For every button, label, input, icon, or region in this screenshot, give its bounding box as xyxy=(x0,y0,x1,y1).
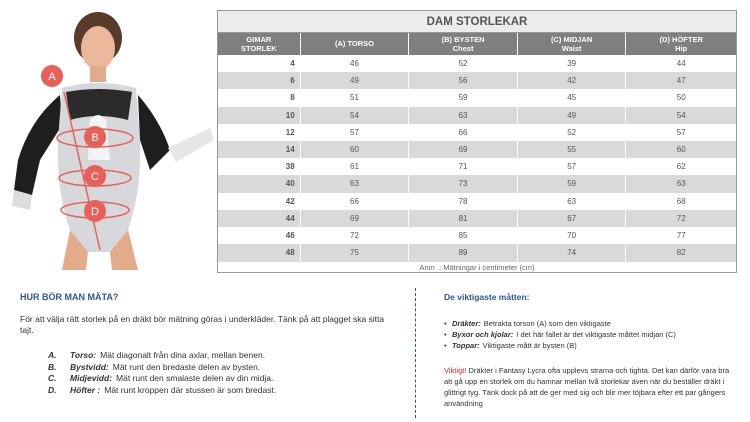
table-row xyxy=(218,124,736,141)
cell-hip: 47 xyxy=(676,76,686,86)
cell-waist: 49 xyxy=(518,107,627,124)
cell-torso: 49 xyxy=(301,72,410,89)
svg-text:B: B xyxy=(91,132,99,144)
table-row xyxy=(218,175,736,192)
table-header xyxy=(218,33,736,55)
cell-hip: 60 xyxy=(676,144,686,154)
cell-waist: 45 xyxy=(518,89,627,106)
cell-waist: 55 xyxy=(518,141,627,158)
header-waist: (C) MIDJAN Waist xyxy=(518,33,627,55)
cell-torso: 60 xyxy=(301,141,410,158)
svg-text:C: C xyxy=(91,171,99,183)
table-row xyxy=(218,193,736,210)
how-item-text: Mät runt den bredaste delen av bysten. xyxy=(112,361,261,372)
cell-bust: 81 xyxy=(409,210,518,227)
cell-hip: 62 xyxy=(676,162,686,172)
svg-text:A: A xyxy=(48,71,56,83)
cell-size: 44 xyxy=(218,210,301,227)
cell-waist: 39 xyxy=(518,55,627,72)
marker-b xyxy=(84,126,106,148)
cell-size: 6 xyxy=(218,72,301,89)
table-title: DAM STORLEKAR xyxy=(218,11,736,33)
table-row xyxy=(218,107,736,124)
size-table xyxy=(217,10,737,273)
marker-a xyxy=(41,65,63,87)
table-row xyxy=(218,89,736,106)
cell-bust: 78 xyxy=(409,193,518,210)
bullet-term: Toppar: xyxy=(452,341,480,350)
cell-size: 42 xyxy=(218,193,301,210)
how-item xyxy=(48,385,390,397)
cell-torso: 69 xyxy=(301,210,410,227)
cell-waist: 57 xyxy=(518,158,627,175)
table-row xyxy=(218,141,736,158)
bullet-icon: • xyxy=(444,341,447,350)
cell-size: 10 xyxy=(218,107,301,124)
how-item xyxy=(48,350,390,362)
marker-d xyxy=(84,200,106,222)
how-to-measure-section xyxy=(20,292,390,396)
cell-size: 46 xyxy=(218,227,301,244)
cell-waist: 52 xyxy=(518,124,627,141)
cell-bust: 52 xyxy=(409,55,518,72)
cell-torso: 51 xyxy=(301,89,410,106)
table-row xyxy=(218,55,736,72)
cell-torso: 57 xyxy=(301,124,410,141)
cell-torso: 54 xyxy=(301,107,410,124)
important-note xyxy=(444,365,734,409)
cell-bust: 59 xyxy=(409,89,518,106)
cell-bust: 66 xyxy=(409,124,518,141)
cell-size: 12 xyxy=(218,124,301,141)
how-item xyxy=(48,373,390,385)
header-bust: (B) BYSTEN Chest xyxy=(409,33,518,55)
table-row xyxy=(218,72,736,89)
cell-waist: 67 xyxy=(518,210,627,227)
how-intro: För att välja rätt storlek på en dräkt bör mätning göras i underkläder. Tänk på att plagget ska sitta tajt. xyxy=(20,314,385,335)
cell-bust: 73 xyxy=(409,175,518,192)
cell-size: 4 xyxy=(218,55,301,72)
model-measurement-figure xyxy=(0,0,215,270)
bullet-text: Viktigaste mått är bysten (B) xyxy=(482,341,577,350)
cell-size: 48 xyxy=(218,244,301,261)
header-torso: (A) TORSO xyxy=(301,33,410,55)
cell-hip: 72 xyxy=(676,213,686,223)
cell-hip: 54 xyxy=(676,110,686,120)
important-bullet xyxy=(444,340,734,351)
important-list xyxy=(444,318,734,351)
cell-hip: 63 xyxy=(676,179,686,189)
cell-bust: 69 xyxy=(409,141,518,158)
cell-torso: 66 xyxy=(301,193,410,210)
cell-bust: 85 xyxy=(409,227,518,244)
warning-text: Dräkter i Fantasy Lycra ofta upplevs strama och tighta. Det kan därför vara bra att gå upp en storlek om du hamnar mellan två storlekar även när du beställer dräkt i glittrigt tyg. Tänk dock på att de ger med sig och blir mer töjbara efter ett par gångers användning xyxy=(444,366,730,408)
cell-hip: 82 xyxy=(676,248,686,258)
how-item-term: Midjevidd: xyxy=(70,373,113,383)
important-section xyxy=(444,292,734,409)
table-row xyxy=(218,158,736,175)
cell-waist: 42 xyxy=(518,72,627,89)
how-item-letter: C. xyxy=(48,373,57,383)
model-illustration xyxy=(0,0,215,270)
cell-size: 8 xyxy=(218,89,301,106)
table-row xyxy=(218,244,736,261)
cell-torso: 75 xyxy=(301,244,410,261)
bullet-term: Byxor och kjolar: xyxy=(452,330,514,339)
cell-torso: 46 xyxy=(301,55,410,72)
how-title: HUR BÖR MAN MÄTA? xyxy=(20,292,119,302)
cell-waist: 74 xyxy=(518,244,627,261)
cell-bust: 71 xyxy=(409,158,518,175)
header-hip: (D) HÖFTER Hip xyxy=(659,35,703,53)
section-divider xyxy=(415,288,416,418)
cell-hip: 77 xyxy=(676,230,686,240)
bullet-icon: • xyxy=(444,330,447,339)
bullet-text: Betrakta torson (A) som den viktigaste xyxy=(483,319,611,328)
important-bullet xyxy=(444,329,734,340)
cell-bust: 63 xyxy=(409,107,518,124)
marker-c xyxy=(84,165,106,187)
how-list xyxy=(48,350,390,396)
cell-hip: 44 xyxy=(676,59,686,68)
how-item-text: Mät runt kroppen där stussen är som bredast. xyxy=(104,384,277,395)
svg-text:D: D xyxy=(91,206,99,218)
cell-bust: 89 xyxy=(409,244,518,261)
header-size: GIMAR STORLEK xyxy=(218,33,301,55)
cell-torso: 72 xyxy=(301,227,410,244)
how-item-term: Höfter : xyxy=(70,384,101,395)
how-item xyxy=(48,362,390,374)
table-row xyxy=(218,210,736,227)
how-item-letter: A. xyxy=(48,350,57,360)
bullet-term: Dräkter: xyxy=(452,319,481,328)
important-bullet xyxy=(444,318,734,329)
how-item-text: Mät runt den smalaste delen av din midja. xyxy=(116,373,274,383)
cell-waist: 63 xyxy=(518,193,627,210)
cell-hip: 68 xyxy=(676,196,686,206)
important-title: De viktigaste måtten: xyxy=(444,292,530,302)
cell-size: 38 xyxy=(218,158,301,175)
table-note: Anm .: Mätningar i centimeter (cm) xyxy=(218,261,736,272)
cell-torso: 61 xyxy=(301,158,410,175)
how-item-text: Mät diagonalt från dina axlar, mellan benen. xyxy=(100,350,266,360)
how-item-letter: D. xyxy=(48,384,57,395)
table-row xyxy=(218,227,736,244)
how-item-letter: B. xyxy=(48,361,57,372)
how-item-term: Bystvidd: xyxy=(70,361,109,372)
cell-hip: 50 xyxy=(676,93,686,103)
bullet-icon: • xyxy=(444,319,447,328)
cell-waist: 70 xyxy=(518,227,627,244)
warning-label: Viktigt! xyxy=(444,366,467,375)
how-item-term: Torso: xyxy=(70,350,97,360)
cell-size: 40 xyxy=(218,175,301,192)
table-body xyxy=(218,55,736,261)
cell-torso: 63 xyxy=(301,175,410,192)
cell-hip: 57 xyxy=(676,127,686,137)
cell-size: 14 xyxy=(218,141,301,158)
cell-bust: 56 xyxy=(409,72,518,89)
bullet-text: I det här fallet är det viktigaste måttet midjan (C) xyxy=(516,330,676,339)
cell-waist: 59 xyxy=(518,175,627,192)
